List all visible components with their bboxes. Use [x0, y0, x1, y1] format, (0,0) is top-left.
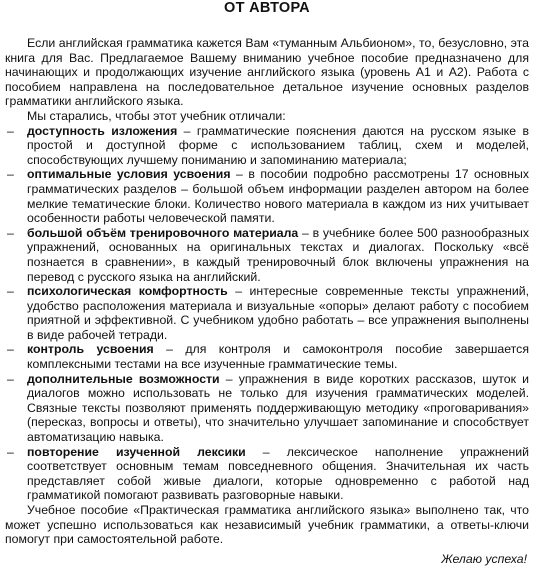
list-dash: – [7, 371, 14, 386]
closing-wish: Желаю успеха! [441, 551, 527, 566]
list-item [5, 226, 529, 284]
list-item [5, 372, 529, 445]
list-dash: – [7, 284, 14, 299]
item-text: – грамматические пояснения даются на русском языке в простой и доступной форме с использованием таблиц, схем и моделей, способствующих лучшему пониманию и запоминанию материала; [27, 123, 529, 167]
item-text: – в пособии подробно рассмотрены 17 основных грамматических разделов – большой объем информации разделен автором на более мелкие тематические блоки. Количество нового материала в каждом из них учитывает особенности работы человеческой памяти. [27, 167, 529, 226]
features-list [5, 124, 529, 503]
list-dash: – [7, 167, 14, 182]
list-dash: – [7, 444, 14, 459]
list-item [5, 445, 529, 503]
item-text: – упражнения в виде коротких рассказов, шуток и диалогов можно использовать не только для изучения грамматических моделей. Связные тексты позволяют применять поддерживающую методику «проговаривания» (пересказ, вопросы и ответы), что значительно улучшает запоминание и способствует автоматизацию навыка. [27, 371, 529, 445]
list-item [5, 124, 529, 168]
list-dash: – [7, 342, 14, 357]
list-dash: – [7, 225, 14, 240]
list-dash: – [7, 123, 14, 138]
page-title: ОТ АВТОРА [224, 0, 310, 16]
item-text: – лексическое наполнение упражнений соответствует основным темам повседневного общения. Значительная их часть представляет собой живые диалоги, которые одновременно с работой над грамматикой помогают развивать разговорные навыки. [27, 444, 529, 503]
list-item [5, 284, 529, 342]
item-term: психологическая комфортность [27, 284, 228, 299]
intro-paragraph: Если английская грамматика кажется Вам «туманным Альбионом», то, безусловно, эта книга для Вас. Предлагаемое Вашему вниманию учебное пособие предназначено для начинающих и продолжающих изучение английского языка (уровень А1 и А2). Работа с пособием направлена на последовательное детальное изучение основных разделов грамматики английского языка. [5, 36, 529, 109]
item-term: большой объём тренировочного материала [27, 225, 299, 240]
lead-paragraph: Мы старались, чтобы этот учебник отличали: [27, 108, 286, 123]
list-item [5, 342, 529, 371]
item-term: доступность изложения [27, 123, 178, 138]
item-term: повторение изученной лексики [27, 444, 246, 459]
item-term: контроль усвоения [27, 342, 154, 357]
item-text: – интересные современные тексты упражнений, удобство расположения материала и визуальные «опоры» делают работу с пособием приятной и эффективной. С учебником удобно работать – все упражнения выполнены в виде рабочей тетради. [27, 284, 529, 342]
outro-paragraph: Учебное пособие «Практическая грамматика английского языка» выполнено так, что может успешно использоваться как независимый учебник грамматики, а ответы-ключи помогут при самостоятельной работе. [5, 503, 529, 547]
list-item [5, 167, 529, 225]
item-term: оптимальные условия усвоения [27, 167, 231, 182]
item-term: дополнительные возможности [27, 371, 220, 386]
item-text: – для контроля и самоконтроля пособие завершается комплексными тестами на все изученные грамматические темы. [27, 342, 529, 372]
item-text: – в учебнике более 500 разнообразных упражнений, основанных на оригинальных текстах и диалогах. Поскольку «всё познается в сравнении», в каждый тренировочный блок включены упражнения на перевод с русского языка на английский. [27, 225, 529, 284]
